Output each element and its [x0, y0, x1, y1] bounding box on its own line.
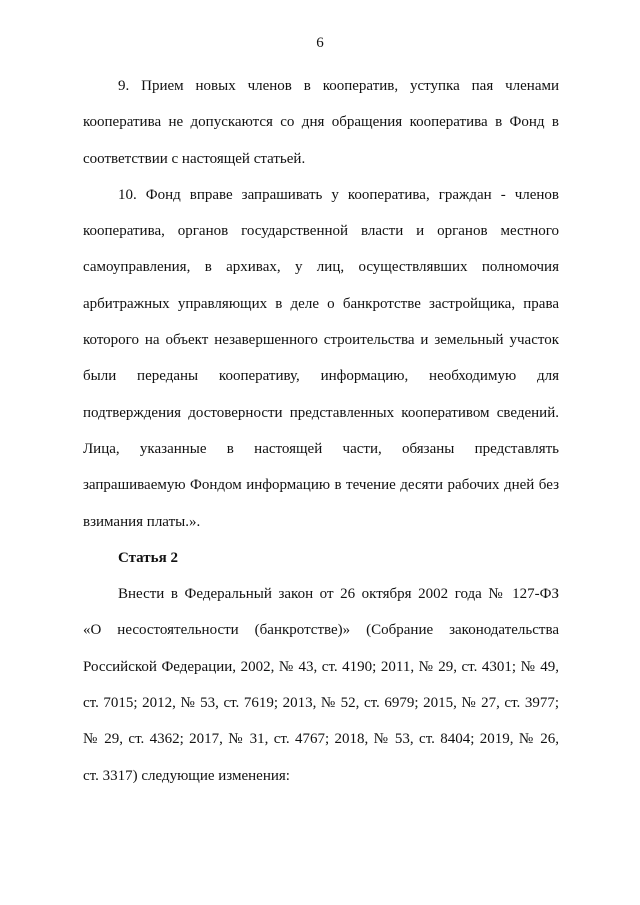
paragraph-line: Российской Федерации, 2002, № 43, ст. 4190; 2011, № 29, ст. 4301; № 49,	[83, 658, 559, 675]
paragraph-line: Лица, указанные в настоящей части, обязаны представлять	[83, 440, 559, 457]
paragraph-10	[83, 177, 559, 540]
paragraph-line: 9. Прием новых членов в кооператив, уступка пая членами	[118, 78, 559, 94]
paragraph-line: кооператива не допускаются со дня обращения кооператива в Фонд в	[83, 114, 559, 131]
page-number: 6	[316, 35, 324, 51]
paragraph-line: Внести в Федеральный закон от 26 октября 2002 года № 127-ФЗ	[118, 586, 559, 603]
paragraph-line: арбитражных управляющих в деле о банкротстве застройщика, права	[83, 295, 559, 312]
paragraph-9	[83, 68, 559, 177]
paragraph-line: «О несостоятельности (банкротстве)» (Собрание законодательства	[83, 622, 559, 639]
paragraph-line: самоуправления, в архивах, у лиц, осуществлявших полномочия	[83, 259, 559, 276]
document-body	[83, 68, 559, 794]
paragraph-line: ст. 7015; 2012, № 53, ст. 7619; 2013, № 52, ст. 6979; 2015, № 27, ст. 3977;	[83, 695, 559, 712]
article-2-text	[83, 576, 559, 794]
paragraph-line: запрашиваемую Фондом информацию в течение десяти рабочих дней без	[83, 477, 559, 494]
paragraph-line: были переданы кооперативу, информацию, необходимую для	[83, 368, 559, 385]
paragraph-line: 10. Фонд вправе запрашивать у кооператива, граждан - членов	[118, 186, 559, 203]
paragraph-line: ст. 3317) следующие изменения:	[83, 767, 290, 784]
article-heading: Статья 2	[118, 549, 178, 566]
paragraph-line: № 29, ст. 4362; 2017, № 31, ст. 4767; 2018, № 53, ст. 8404; 2019, № 26,	[83, 731, 559, 748]
paragraph-line: кооператива, органов государственной власти и органов местного	[83, 223, 559, 240]
paragraph-line: которого на объект незавершенного строительства и земельный участок	[83, 332, 559, 349]
paragraph-line: взимания платы.».	[83, 513, 201, 530]
paragraph-line: подтверждения достоверности представленных кооперативом сведений.	[83, 404, 559, 421]
paragraph-line: соответствии с настоящей статьей.	[83, 150, 306, 167]
